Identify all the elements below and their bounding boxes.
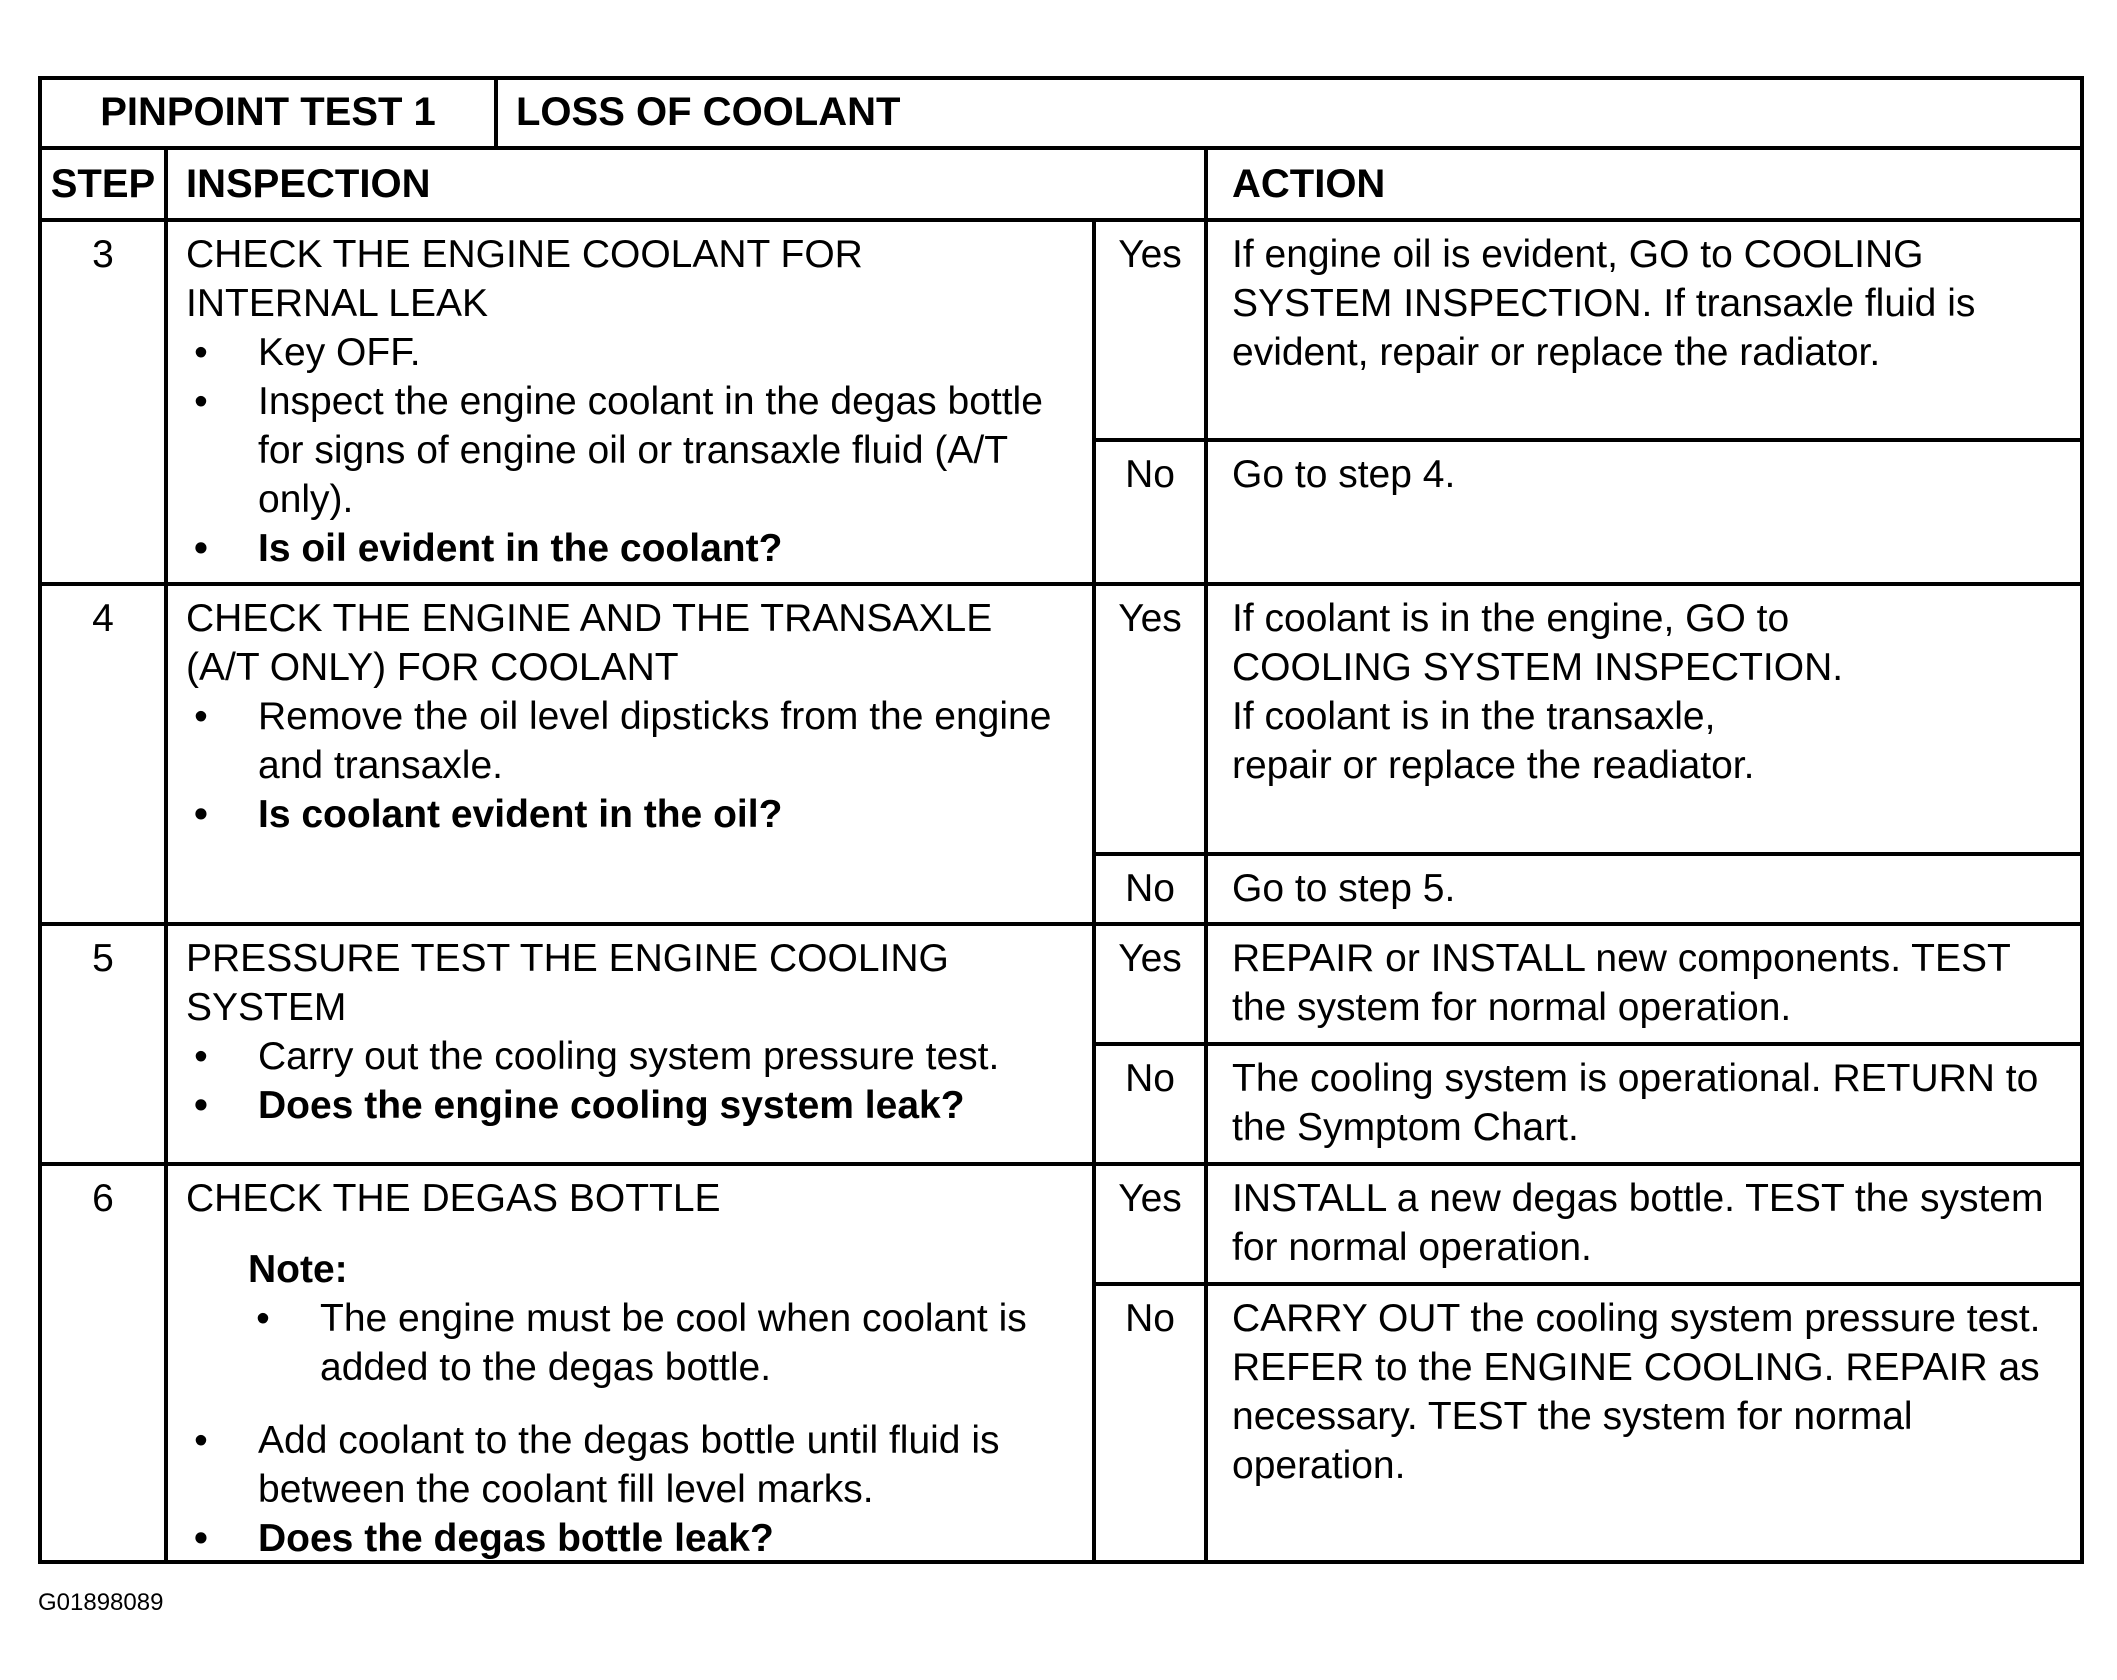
step-number: 6 xyxy=(92,1177,114,1220)
step-3-yes-no-divider xyxy=(1094,438,2080,442)
step-question: • Does the degas bottle leak? xyxy=(186,1514,1086,1563)
bullet-item: • Inspect the engine coolant in the degas bottle for signs of engine oil or transaxle fluid (A/T only). xyxy=(186,377,1086,524)
step-4-inspection xyxy=(186,594,1086,839)
yes-label: Yes xyxy=(1118,1177,1182,1220)
step-4-divider xyxy=(42,922,2080,926)
step-column-divider xyxy=(164,146,168,1560)
pinpoint-test-table xyxy=(38,76,2084,1564)
column-header-divider xyxy=(42,218,2080,222)
no-action: Go to step 5. xyxy=(1232,867,1456,910)
test-title: LOSS OF COOLANT xyxy=(516,90,901,134)
step-title-line: SYSTEM xyxy=(186,986,347,1029)
no-label: No xyxy=(1125,867,1175,910)
step-6-yes-no-divider xyxy=(1094,1282,2080,1286)
header-column-divider xyxy=(494,80,498,146)
action-column-divider xyxy=(1204,146,1208,1560)
step-3-divider xyxy=(42,582,2080,586)
yes-label: Yes xyxy=(1118,937,1182,980)
step-title-line: CHECK THE DEGAS BOTTLE xyxy=(186,1177,721,1220)
header-divider xyxy=(42,146,2080,150)
step-number: 3 xyxy=(92,233,114,276)
column-header-inspection: INSPECTION xyxy=(186,162,431,206)
step-title-line: PRESSURE TEST THE ENGINE COOLING xyxy=(186,937,949,980)
yes-action: If engine oil is evident, GO to COOLING SYSTEM INSPECTION. If transaxle fluid is evident, repair or replace the radiator. xyxy=(1232,233,1976,374)
step-question: • Is oil evident in the coolant? xyxy=(186,524,1086,573)
column-header-step: STEP xyxy=(50,162,156,206)
bullet-glyph: • xyxy=(194,793,208,836)
no-action: CARRY OUT the cooling system pressure test. REFER to the ENGINE COOLING. REPAIR as necessary. TEST the system for normal operation. xyxy=(1232,1297,2041,1487)
step-title-line: INTERNAL LEAK xyxy=(186,282,488,325)
step-6-inspection xyxy=(186,1174,1086,1563)
action-line: COOLING SYSTEM INSPECTION. xyxy=(1232,646,1844,689)
note-label: Note: xyxy=(248,1248,348,1291)
step-title-line: CHECK THE ENGINE AND THE TRANSAXLE xyxy=(186,597,993,640)
step-4-yes-no-divider xyxy=(1094,852,2080,856)
bullet-item: • Remove the oil level dipsticks from the engine and transaxle. xyxy=(186,692,1086,790)
step-title-line: CHECK THE ENGINE COOLANT FOR xyxy=(186,233,863,276)
action-line: If coolant is in the engine, GO to xyxy=(1232,597,1790,640)
step-5-divider xyxy=(42,1162,2080,1166)
action-line: repair or replace the readiator. xyxy=(1232,744,1755,787)
step-3-inspection xyxy=(186,230,1086,573)
yes-label: Yes xyxy=(1118,233,1182,276)
no-label: No xyxy=(1125,1297,1175,1340)
bullet-item: • Key OFF. xyxy=(186,328,1086,377)
bullet-item: • Add coolant to the degas bottle until fluid is between the coolant fill level marks. xyxy=(186,1416,1086,1514)
bullet-glyph: • xyxy=(194,380,208,423)
step-question: • Is coolant evident in the oil? xyxy=(186,790,1086,839)
step-title-line: (A/T ONLY) FOR COOLANT xyxy=(186,646,679,689)
action-line: If coolant is in the transaxle, xyxy=(1232,695,1716,738)
column-header-action: ACTION xyxy=(1232,162,1386,206)
figure-code: G01898089 xyxy=(38,1589,164,1616)
no-action: The cooling system is operational. RETURN to the Symptom Chart. xyxy=(1232,1057,2039,1149)
bullet-glyph: • xyxy=(194,527,208,570)
step-5-yes-no-divider xyxy=(1094,1042,2080,1046)
bullet-glyph: • xyxy=(194,695,208,738)
bullet-glyph: • xyxy=(194,1035,208,1078)
spacer xyxy=(186,1392,1086,1416)
yes-label: Yes xyxy=(1118,597,1182,640)
bullet-glyph: • xyxy=(194,331,208,374)
no-label: No xyxy=(1125,1057,1175,1100)
bullet-glyph: • xyxy=(194,1084,208,1127)
yes-action: INSTALL a new degas bottle. TEST the system for normal operation. xyxy=(1232,1177,2044,1269)
yes-action xyxy=(1232,594,2052,790)
no-label: No xyxy=(1125,453,1175,496)
step-5-inspection xyxy=(186,934,1086,1130)
no-action: Go to step 4. xyxy=(1232,453,1456,496)
bullet-glyph: • xyxy=(194,1419,208,1462)
test-id: PINPOINT TEST 1 xyxy=(100,90,436,134)
bullet-glyph: • xyxy=(256,1297,270,1340)
step-number: 4 xyxy=(92,597,114,640)
step-number: 5 xyxy=(92,937,114,980)
yes-action: REPAIR or INSTALL new components. TEST the system for normal operation. xyxy=(1232,937,2011,1029)
bullet-item: • Carry out the cooling system pressure test. xyxy=(186,1032,1086,1081)
bullet-glyph: • xyxy=(194,1517,208,1560)
note-bullet: • The engine must be cool when coolant is added to the degas bottle. xyxy=(186,1294,1086,1392)
step-question: • Does the engine cooling system leak? xyxy=(186,1081,1086,1130)
